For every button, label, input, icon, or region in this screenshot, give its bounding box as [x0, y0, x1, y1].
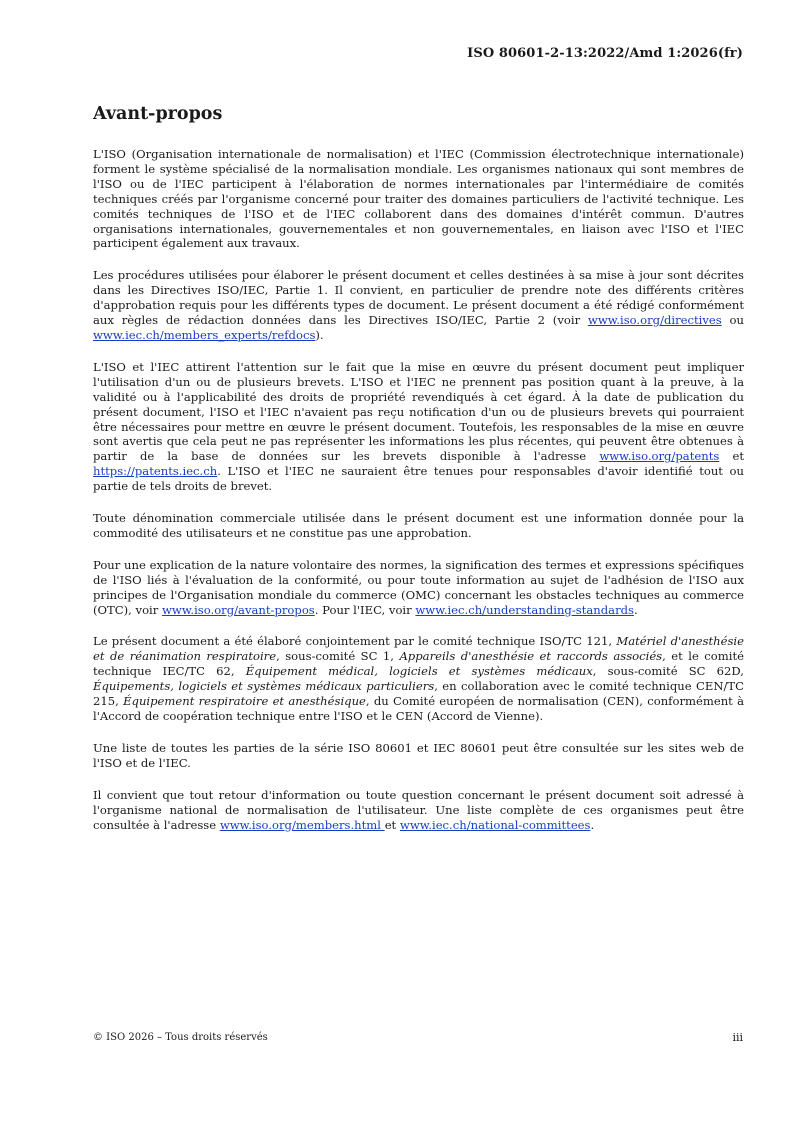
paragraph-3	[93, 360, 744, 494]
avant-propos-link[interactable]: www.iso.org/avant-propos	[162, 602, 315, 617]
paragraph-2-mid: ou	[721, 313, 744, 328]
paragraph-6-i3: Équipement médical, logiciels et systèmes médicaux	[245, 664, 593, 679]
paragraph-5-mid: . Pour l'IEC, voir	[314, 602, 416, 617]
paragraph-6-i2: Appareils d'anesthésie et raccords associés	[399, 649, 663, 664]
foreword-body	[93, 147, 744, 849]
paragraph-8	[93, 788, 744, 833]
iec-patents-link[interactable]: https://patents.iec.ch	[93, 464, 218, 479]
paragraph-6-t2: , sous-comité SC 1,	[276, 649, 400, 664]
paragraph-6-i4: Équipements, logiciels et systèmes médicaux particuliers	[93, 679, 435, 694]
paragraph-2-end: ).	[315, 327, 324, 342]
page-title: Avant-propos	[93, 104, 223, 124]
paragraph-5	[93, 558, 744, 618]
understanding-standards-link[interactable]: www.iec.ch/understanding-standards	[415, 602, 634, 617]
paragraph-8-text: Il convient que tout retour d'information ou toute question concernant le présent document soit adressé à l'organisme national de normalisation de l'utilisateur. Une liste complète de ces organismes peut être consultée à l'adresse	[93, 787, 744, 832]
paragraph-8-end: .	[590, 817, 595, 832]
iso-patents-link[interactable]: www.iso.org/patents	[599, 449, 720, 464]
copyright-notice: © ISO 2026 – Tous droits réservés	[93, 1032, 268, 1043]
refdocs-link[interactable]: www.iec.ch/members_experts/refdocs	[93, 327, 316, 342]
paragraph-6-t6: , du Comité européen de normalisation (CEN), conformément à l'Accord de coopération technique entre l'ISO et le CEN (Accord de Vienne).	[93, 694, 744, 723]
paragraph-6-t3: , et le comité technique IEC/TC 62,	[93, 649, 744, 679]
paragraph-2	[93, 268, 744, 343]
paragraph-6-t1: Le présent document a été élaboré conjointement par le comité technique ISO/TC 121,	[93, 634, 617, 649]
paragraph-2-text: Les procédures utilisées pour élaborer le présent document et celles destinées à sa mise à jour sont décrites dans les Directives ISO/IEC, Partie 1. Il convient, en particulier de prendre note des différents critères d'approbation requis pour les différents types de document. Le présent document a été rédigé conformément aux règles de rédaction données dans les Directives ISO/IEC, Partie 2 (voir	[93, 268, 744, 328]
paragraph-6-t5: , en collaboration avec le comité technique CEN/TC 215,	[93, 679, 744, 709]
paragraph-7: Une liste de toutes les parties de la série ISO 80601 et IEC 80601 peut être consultée sur les sites web de l'ISO et de l'IEC.	[93, 740, 744, 770]
paragraph-3-text: L'ISO et l'IEC attirent l'attention sur le fait que la mise en œuvre du présent document peut impliquer l'utilisation d'un ou de plusieurs brevets. L'ISO et l'IEC ne prennent pas position quant à la preuve, à la validité ou à l'applicabilité des droits de propriété revendiqués à cet égard. À la date de publication du présent document, l'ISO et l'IEC n'avaient pas reçu notification d'un ou de plusieurs brevets qui pourraient être nécessaires pour mettre en œuvre le présent document. Toutefois, les responsables de la mise en œuvre sont avertis que cela peut ne pas représenter les informations les plus récentes, qui peuvent être obtenues à partir de la base de données sur les brevets disponible à l'adresse	[93, 359, 744, 464]
iso-members-link[interactable]: www.iso.org/members.html	[219, 817, 385, 832]
paragraph-6-i1: Matériel d'anesthésie et de réanimation respiratoire	[93, 634, 744, 664]
document-id: ISO 80601-2-13:2022/Amd 1:2026(fr)	[467, 46, 743, 61]
iec-national-committees-link[interactable]: www.iec.ch/national-committees	[399, 817, 591, 832]
paragraph-5-end: .	[634, 602, 638, 617]
paragraph-6	[93, 634, 744, 723]
paragraph-8-mid: et	[384, 817, 400, 832]
paragraph-1: L'ISO (Organisation internationale de normalisation) et l'IEC (Commission électrotechnique internationale) forment le système spécialisé de la normalisation mondiale. Les organismes nationaux qui sont membres de l'ISO ou de l'IEC participent à l'élaboration de normes internationales par l'intermédiaire de comités techniques créés par l'organisme concerné pour traiter des domaines particuliers de l'activité technique. Les comités techniques de l'ISO et de l'IEC collaborent dans des domaines d'intérêt commun. D'autres organisations internationales, gouvernementales et non gouvernementales, en liaison avec l'ISO et l'IEC participent également aux travaux.	[93, 147, 744, 251]
paragraph-4: Toute dénomination commerciale utilisée dans le présent document est une information donnée pour la commodité des utilisateurs et ne constitue pas une approbation.	[93, 511, 744, 540]
paragraph-3-end: . L'ISO et l'IEC ne sauraient être tenues pour responsables d'avoir identifié tout ou partie de tels droits de brevet.	[93, 464, 744, 494]
paragraph-6-t4: , sous-comité SC 62D,	[592, 664, 744, 679]
directives-link[interactable]: www.iso.org/directives	[587, 313, 722, 328]
paragraph-3-mid: et	[719, 449, 744, 464]
page-number: iii	[732, 1031, 743, 1044]
paragraph-6-i5: Équipement respiratoire et anesthésique	[123, 694, 366, 709]
paragraph-5-text: Pour une explication de la nature volontaire des normes, la signification des termes et expressions spécifiques de l'ISO liés à l'évaluation de la conformité, ou pour toute information au sujet de l'adhésion de l'ISO aux principes de l'Organisation mondiale du commerce (OMC) concernant les obstacles techniques au commerce (OTC), voir	[93, 557, 744, 617]
